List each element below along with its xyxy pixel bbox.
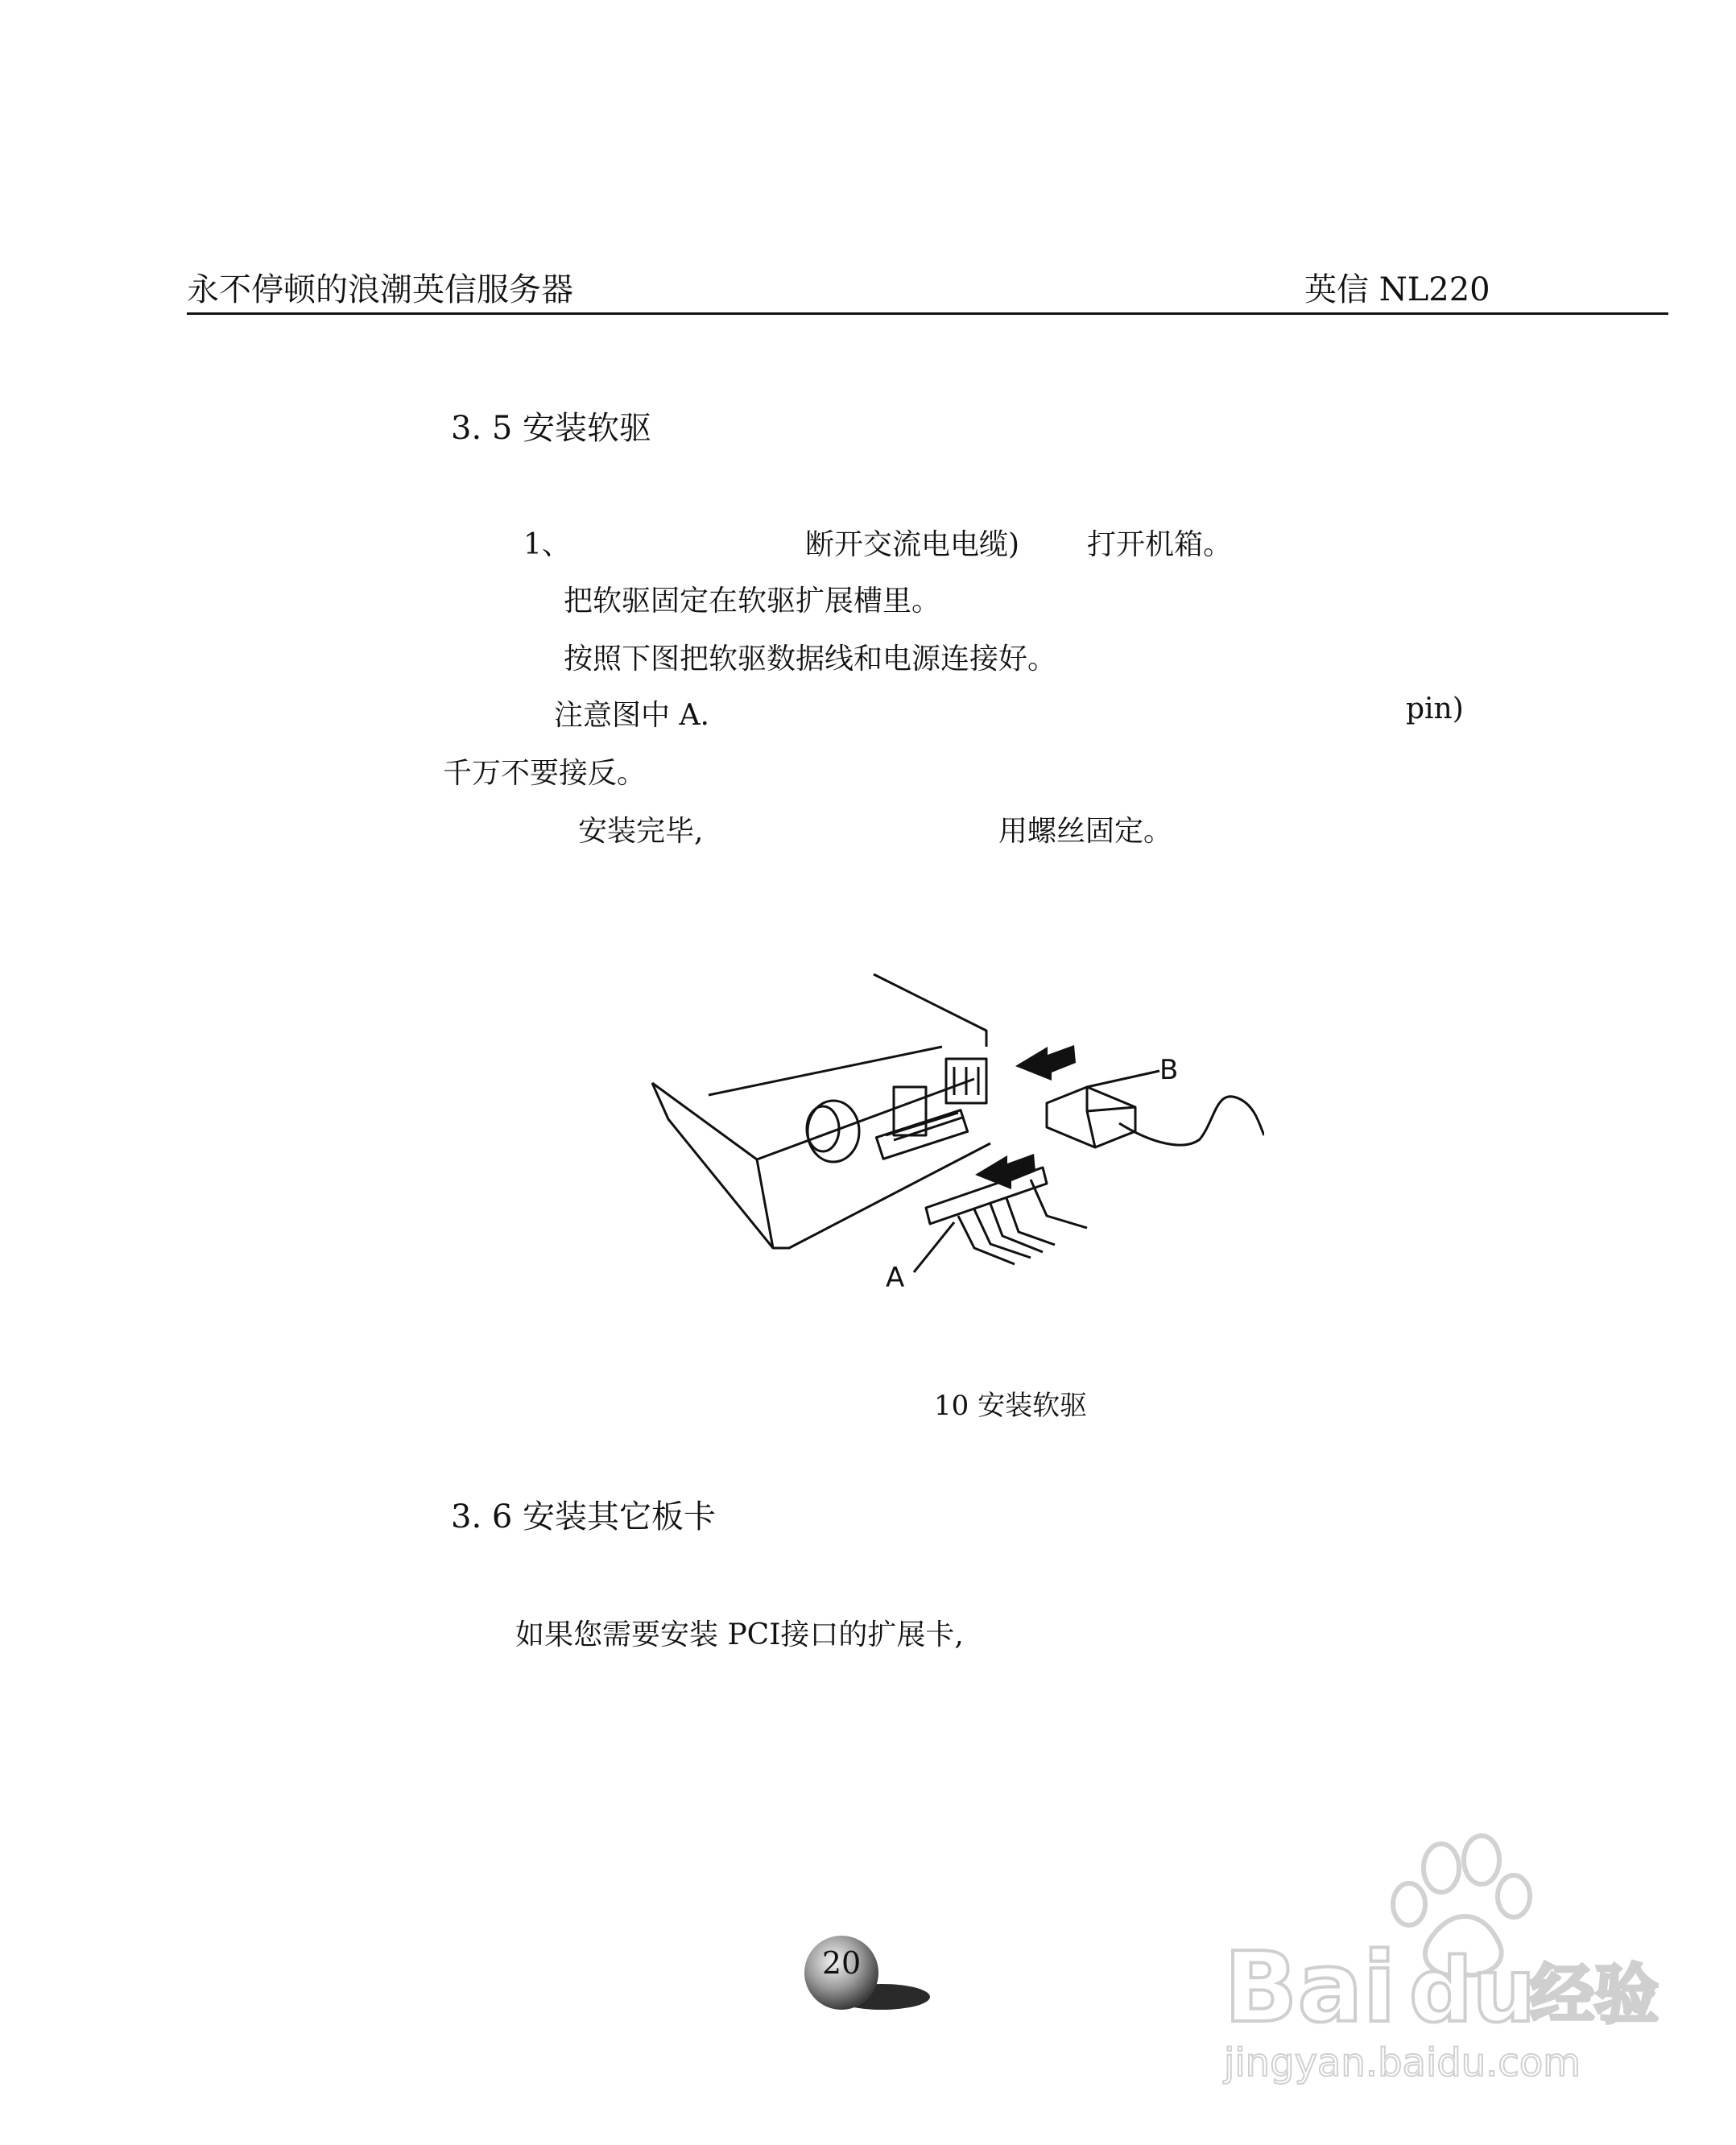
step-1-number: 1、 [523, 528, 571, 561]
power-pins [954, 1067, 978, 1095]
note-text: 注意图中 A. [554, 699, 709, 732]
power-plug-b [1047, 1087, 1135, 1147]
chassis-front-edge [652, 1083, 773, 1248]
figure-caption: 10 安装软驱 [934, 1390, 1088, 1422]
header-left-title: 永不停顿的浪潮英信服务器 [187, 271, 573, 308]
step-final-text-end: 用螺丝固定。 [998, 815, 1173, 848]
watermark-url: jingyan.baidu.com [1224, 2040, 1581, 2085]
watermark-logo-bai: Bai [1224, 1932, 1396, 2044]
watermark-logo-du: du [1409, 1939, 1536, 2042]
chassis-top-edge [874, 974, 986, 1047]
section-3-6-text: 如果您需要安装 PCI接口的扩展卡, [515, 1618, 964, 1651]
label-b-leader [1087, 1071, 1159, 1087]
arrow-to-power-icon [1015, 1045, 1076, 1081]
step-2-text: 把软驱固定在软驱扩展槽里。 [564, 585, 941, 618]
chassis-inner-edge [757, 1079, 974, 1159]
page-number: 20 [821, 1945, 862, 1981]
section-heading-3-6: 3. 6 安装其它板卡 [451, 1498, 717, 1535]
step-1-text-end: 打开机箱。 [1087, 528, 1233, 561]
step-1-text: 断开交流电电缆) [805, 528, 1020, 561]
power-cable [1119, 1097, 1264, 1145]
arrow-to-data-icon [975, 1154, 1035, 1189]
page-number-badge [797, 1932, 934, 2021]
paw-toe-1-icon [1424, 1844, 1459, 1892]
floppy-install-figure [636, 958, 1264, 1296]
step-3-text: 按照下图把软驱数据线和电源连接好。 [564, 643, 1057, 676]
label-a-leader [914, 1222, 954, 1272]
chassis-side [652, 1083, 990, 1248]
header-right-title: 英信 NL220 [1304, 271, 1490, 308]
watermark-brand: 经验 [1530, 1957, 1659, 2032]
paw-toe-4-icon [1498, 1875, 1530, 1917]
section-heading-3-5: 3. 5 安装软驱 [451, 410, 652, 447]
warning-text: 千万不要接反。 [443, 757, 647, 790]
spindle-hub [807, 1106, 839, 1151]
figure-label-b: B [1159, 1054, 1179, 1086]
header-rule [187, 312, 1668, 315]
note-pin-text: pin) [1406, 692, 1464, 725]
paw-toe-3-icon [1393, 1883, 1425, 1925]
figure-label-a: A [886, 1262, 905, 1294]
baidu-jingyan-watermark [1208, 1820, 1659, 2093]
paw-toe-2-icon [1464, 1836, 1499, 1884]
step-final-text: 安装完毕, [578, 815, 704, 848]
